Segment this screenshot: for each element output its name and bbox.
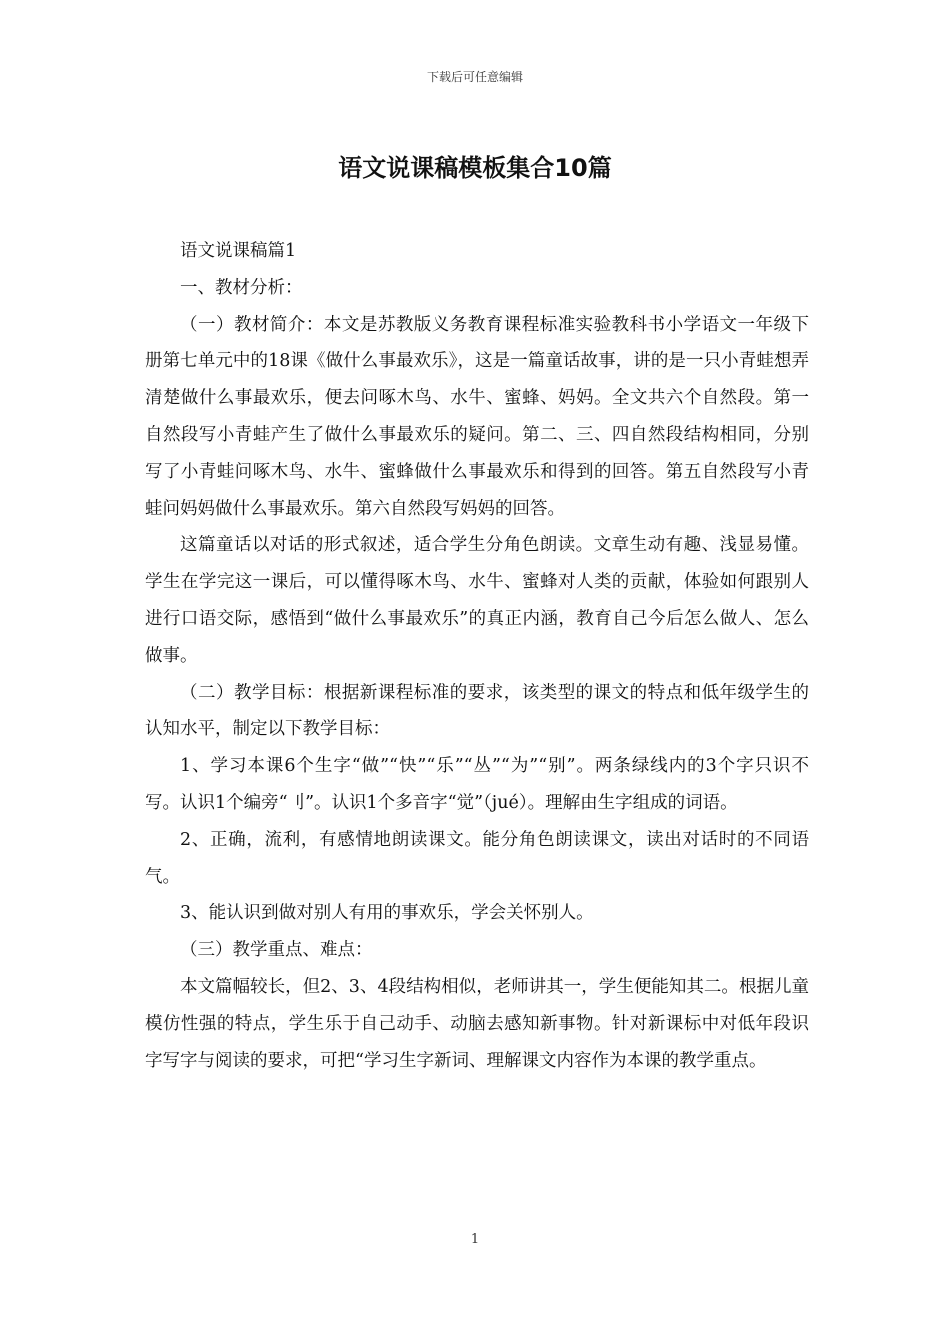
body-paragraph: 本文篇幅较长，但2、3、4段结构相似，老师讲其一，学生便能知其二。根据儿童模仿性强的特点，学生乐于自己动手、动脑去感知新事物。针对新课标中对低年段识字写字与阅读的要求，可把“学习生字新词、理解课文内容作为本课的教学重点。 bbox=[145, 976, 809, 1071]
body-paragraph: （二）教学目标：根据新课程标准的要求，该类型的课文的特点和低年级学生的认知水平，制定以下教学目标： bbox=[145, 682, 809, 740]
body-paragraph: （一）教材简介：本文是苏教版义务教育课程标准实验教科书小学语文一年级下册第七单元中的18课《做什么事最欢乐》，这是一篇童话故事，讲的是一只小青蛙想弄清楚做什么事最欢乐，便去问啄木鸟、水牛、蜜蜂、妈妈。全文共六个自然段。第一自然段写小青蛙产生了做什么事最欢乐的疑问。第二、三、四自然段结构相同，分别写了小青蛙问啄木鸟、水牛、蜜蜂做什么事最欢乐和得到的回答。第五自然段写小青蛙问妈妈做什么事最欢乐。第六自然段写妈妈的回答。 bbox=[145, 314, 809, 519]
body-paragraph: 这篇童话以对话的形式叙述，适合学生分角色朗读。文章生动有趣、浅显易懂。学生在学完这一课后，可以懂得啄木鸟、水牛、蜜蜂对人类的贡献，体验如何跟别人进行口语交际，感悟到“做什么事最欢乐”的真正内涵，教育自己今后怎么做人、怎么做事。 bbox=[145, 535, 809, 666]
list-item: 3、能认识到做对别人有用的事欢乐，学会关怀别人。 bbox=[180, 903, 594, 924]
section-heading: 语文说课稿篇1 bbox=[180, 241, 297, 261]
subsection-heading: 一、教材分析： bbox=[180, 277, 303, 298]
page-number: 1 bbox=[470, 1232, 480, 1247]
subsection-heading: （三）教学重点、难点： bbox=[180, 940, 373, 961]
page-header-note: 下载后可任意编辑 bbox=[426, 70, 523, 84]
list-item: 2、正确，流利，有感情地朗读课文。能分角色朗读课文，读出对话时的不同语气。 bbox=[145, 829, 809, 887]
document-title: 语文说课稿模板集合10篇 bbox=[338, 154, 612, 182]
list-item: 1、学习本课6个生字“做”“快”“乐”“丛”“为”“别”。两条绿线内的3个字只识不写。认识1个编旁“刂”。认识1个多音字“觉”（jué）。理解由生字组成的词语。 bbox=[145, 756, 809, 813]
document-body bbox=[145, 233, 809, 1079]
